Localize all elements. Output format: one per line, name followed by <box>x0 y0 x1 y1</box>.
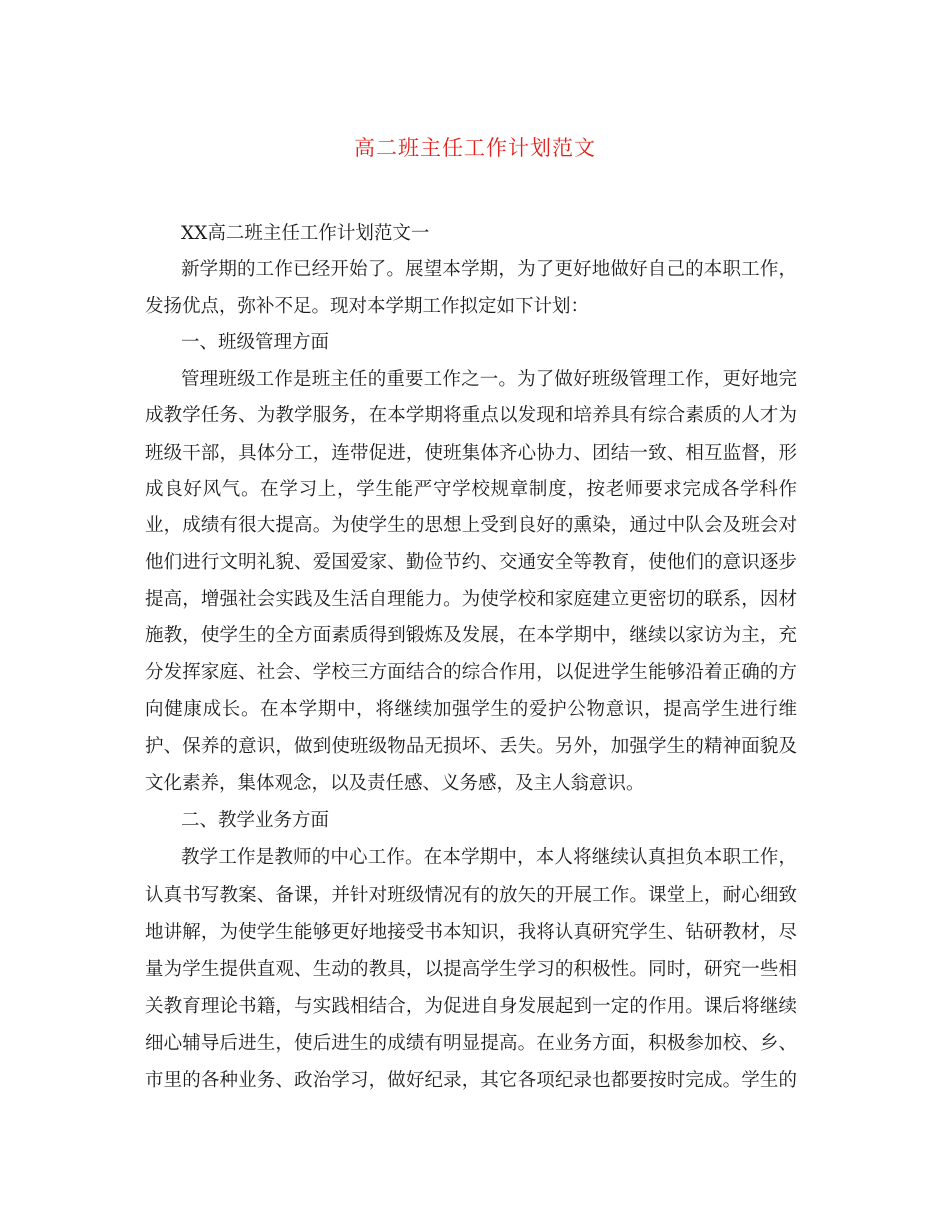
paragraph-line: 管理班级工作是班主任的重要工作之一。为了做好班级管理工作，更好地完 <box>181 369 797 390</box>
paragraph-line: 护、保养的意识，做到使班级物品无损坏、丢失。另外，加强学生的精神面貌及 <box>145 736 797 757</box>
paragraph-line: 文化素养，集体观念，以及责任感、义务感，及主人翁意识。 <box>145 773 645 794</box>
paragraph-line: 一、班级管理方面 <box>181 332 330 353</box>
paragraph-line: 市里的各种业务、政治学习，做好纪录，其它各项纪录也都要按时完成。学生的 <box>145 1070 797 1091</box>
paragraph-line: 施教，使学生的全方面素质得到锻炼及发展，在本学期中，继续以家访为主，充 <box>145 625 797 646</box>
paragraph-line: 发扬优点，弥补不足。现对本学期工作拟定如下计划： <box>145 296 590 317</box>
paragraph-line: 教学工作是教师的中心工作。在本学期中，本人将继续认真担负本职工作， <box>181 847 797 868</box>
document-title: 高二班主任工作计划范文 <box>354 136 596 160</box>
paragraph-line: 地讲解，为使学生能够更好地接受书本知识，我将认真研究学生、钻研教材，尽 <box>145 922 797 943</box>
paragraph-line: 量为学生提供直观、生动的教具，以提高学生学习的积极性。同时，研究一些相 <box>145 959 797 980</box>
paragraph-line: 成教学任务、为教学服务，在本学期将重点以发现和培养具有综合素质的人才为 <box>145 405 797 426</box>
paragraph-line: 新学期的工作已经开始了。展望本学期，为了更好地做好自己的本职工作， <box>181 259 797 280</box>
paragraph-line: 向健康成长。在本学期中，将继续加强学生的爱护公物意识，提高学生进行维 <box>145 699 797 720</box>
paragraph-line: 提高，增强社会实践及生活自理能力。为使学校和家庭建立更密切的联系，因材 <box>145 589 797 610</box>
paragraph-line: 班级干部，具体分工，连带促进，使班集体齐心协力、团结一致、相互监督，形 <box>145 443 797 464</box>
paragraph-line: 分发挥家庭、社会、学校三方面结合的综合作用，以促进学生能够沿着正确的方 <box>145 662 797 683</box>
paragraph-line: 细心辅导后进生，使后进生的成绩有明显提高。在业务方面，积极参加校、乡、 <box>145 1033 797 1054</box>
paragraph-line: 成良好风气。在学习上，学生能严守学校规章制度，按老师要求完成各学科作 <box>145 479 797 500</box>
paragraph-line: 他们进行文明礼貌、爱国爱家、勤俭节约、交通安全等教育，使他们的意识逐步 <box>145 552 797 573</box>
paragraph-line: XX高二班主任工作计划范文一 <box>181 223 430 244</box>
paragraph-line: 二、教学业务方面 <box>181 810 330 831</box>
paragraph-line: 认真书写教案、备课，并针对班级情况有的放矢的开展工作。课堂上，耐心细致 <box>145 885 797 906</box>
paragraph-line: 关教育理论书籍，与实践相结合，为促进自身发展起到一定的作用。课后将继续 <box>145 996 797 1017</box>
paragraph-line: 业，成绩有很大提高。为使学生的思想上受到良好的熏染，通过中队会及班会对 <box>145 515 797 536</box>
